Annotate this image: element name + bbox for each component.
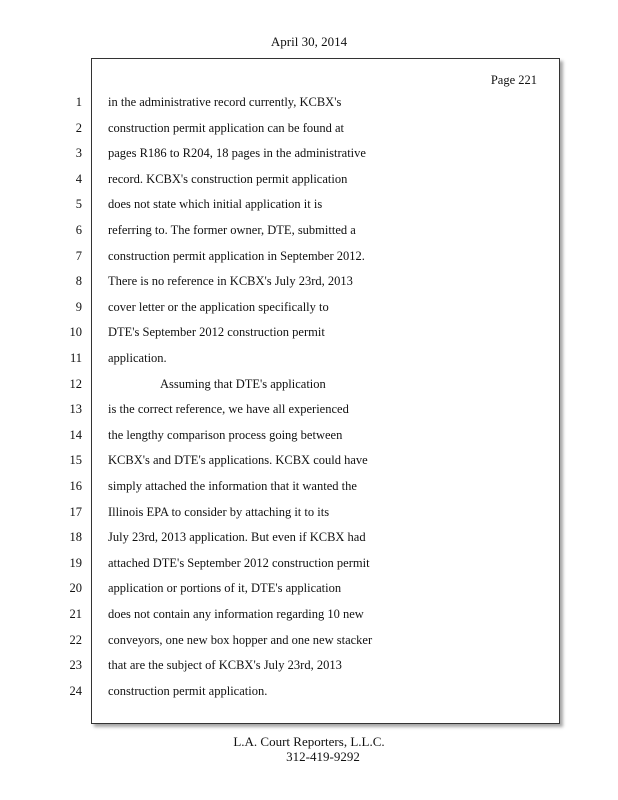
line-number: 1 — [75, 95, 82, 109]
line-number: 5 — [75, 197, 82, 212]
line-number: 21 — [69, 607, 82, 621]
line-number: 9 — [75, 299, 82, 314]
line-number: 2 — [75, 120, 82, 135]
line-number: 20 — [69, 581, 82, 596]
footer-phone: 312-419-9292 — [286, 749, 360, 764]
page-number: Page 221 — [490, 73, 537, 87]
line-text: application or portions of it, DTE's application — [108, 581, 342, 596]
line-number: 17 — [69, 504, 82, 519]
line-text: There is no reference in KCBX's July 23rd, 2013 — [108, 274, 353, 289]
line-number: 14 — [69, 427, 82, 442]
line-number: 22 — [69, 632, 82, 647]
line-text: that are the subject of KCBX's July 23rd, 2013 — [108, 658, 342, 673]
line-number: 12 — [69, 376, 82, 391]
line-text: the lengthy comparison process going between — [108, 427, 343, 442]
line-text: attached DTE's September 2012 construction permit — [108, 555, 370, 570]
line-text: construction permit application. — [108, 683, 268, 698]
line-number: 8 — [75, 274, 82, 289]
line-text: conveyors, one new box hopper and one new stacker — [108, 632, 373, 647]
line-text: July 23rd, 2013 application. But even if KCBX had — [108, 530, 366, 545]
line-number: 15 — [69, 453, 82, 468]
line-text: simply attached the information that it wanted the — [108, 479, 357, 493]
line-text: referring to. The former owner, DTE, submitted a — [108, 223, 356, 237]
line-number: 6 — [75, 223, 82, 237]
line-text: Illinois EPA to consider by attaching it to its — [108, 504, 330, 519]
line-text: does not contain any information regarding 10 new — [108, 607, 364, 621]
line-text: application. — [108, 351, 167, 365]
line-text: construction permit application in September 2012. — [108, 248, 365, 263]
line-text: record. KCBX's construction permit application — [108, 171, 348, 186]
line-number: 13 — [69, 402, 82, 417]
line-number: 3 — [75, 146, 82, 161]
transcript-page-frame — [69, 58, 560, 724]
line-text: cover letter or the application specifically to — [108, 299, 329, 314]
line-number: 16 — [69, 479, 82, 493]
line-number: 24 — [69, 683, 82, 698]
footer-company: L.A. Court Reporters, L.L.C. — [233, 734, 385, 749]
line-text: Assuming that DTE's application — [160, 376, 326, 391]
line-text: pages R186 to R204, 18 pages in the administrative — [108, 146, 366, 161]
line-text: in the administrative record currently, KCBX's — [108, 95, 342, 109]
transcript-date: April 30, 2014 — [270, 34, 348, 49]
line-text: DTE's September 2012 construction permit — [108, 325, 325, 340]
line-number: 10 — [69, 325, 82, 340]
line-text: construction permit application can be found at — [108, 120, 345, 135]
line-number: 19 — [69, 555, 82, 570]
line-number: 7 — [75, 248, 82, 263]
line-number: 4 — [75, 171, 82, 186]
line-text: does not state which initial application it is — [108, 197, 323, 212]
line-number: 18 — [69, 530, 82, 545]
line-text: is the correct reference, we have all experienced — [108, 402, 349, 417]
line-number: 23 — [69, 658, 82, 673]
line-number: 11 — [69, 351, 82, 365]
line-text: KCBX's and DTE's applications. KCBX could have — [108, 453, 368, 468]
